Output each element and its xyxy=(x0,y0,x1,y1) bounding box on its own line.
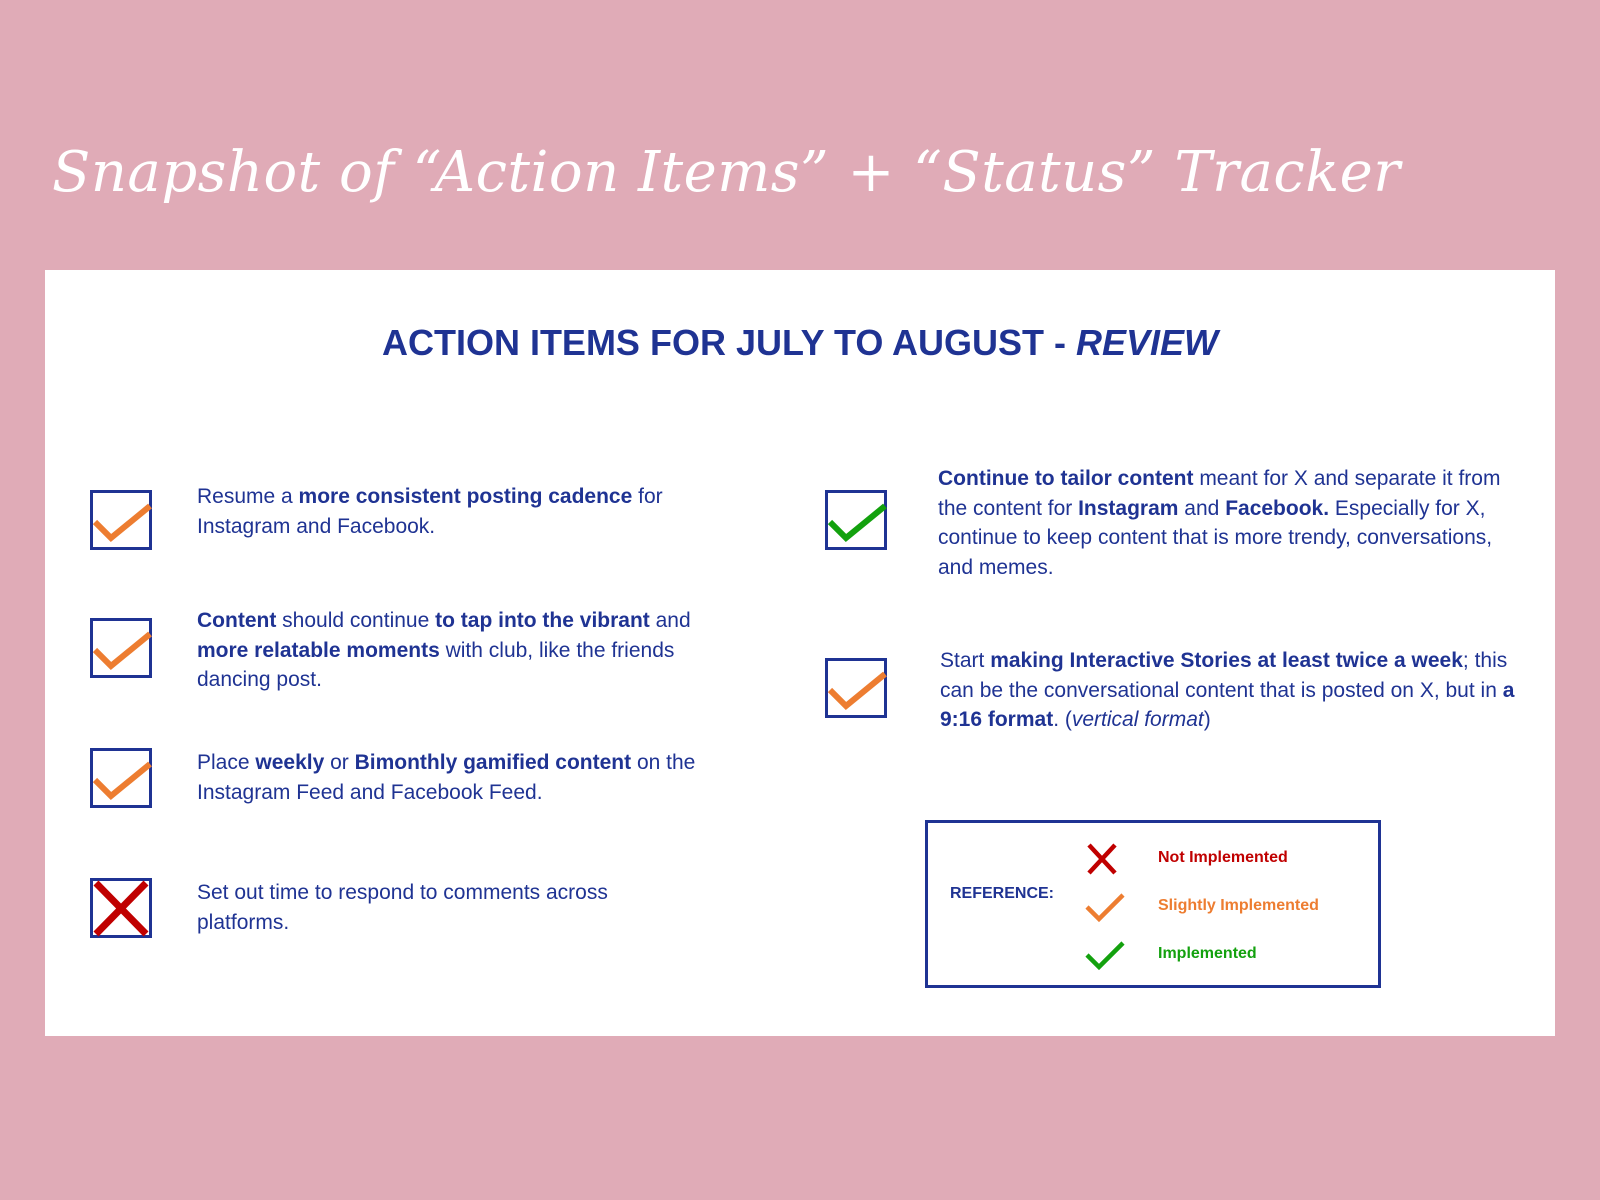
emphasis-text: Facebook. xyxy=(1225,496,1330,520)
slide-title: Snapshot of “Action Items” + “Status” Tracker xyxy=(52,140,1401,205)
action-item-text xyxy=(938,464,1508,582)
check-mark-icon xyxy=(825,490,891,550)
x-mark-icon xyxy=(1083,841,1123,877)
check-mark-icon xyxy=(90,490,156,550)
status-checkbox xyxy=(90,490,152,550)
status-checkbox xyxy=(90,878,152,938)
text-segment: . ( xyxy=(1053,708,1072,731)
action-item-text xyxy=(197,482,687,541)
status-checkbox xyxy=(90,748,152,808)
x-mark-icon xyxy=(90,878,152,938)
text-segment: should continue xyxy=(276,609,436,632)
legend-text: Slightly Implemented xyxy=(1158,897,1319,914)
text-segment: for Instagram and Facebook. xyxy=(197,485,663,538)
emphasis-text: making Interactive Stories at least twice a week xyxy=(990,649,1463,672)
legend-box xyxy=(925,820,1381,988)
text-segment: and xyxy=(649,609,691,632)
status-checkbox xyxy=(825,490,887,550)
emphasis-text: to tap into the vibrant xyxy=(435,609,650,632)
card-title-emphasis: REVIEW xyxy=(1076,322,1219,363)
text-segment: ; this can be the conversational content that is posted on X, but in xyxy=(940,649,1508,702)
check-mark-icon xyxy=(90,618,156,678)
emphasis-text: a 9:16 format xyxy=(940,678,1515,731)
legend-text: Implemented xyxy=(1158,945,1257,962)
text-segment: Resume a xyxy=(197,485,299,508)
action-item-text xyxy=(197,878,667,937)
text-segment: meant for X and separate it from the content for xyxy=(938,467,1501,520)
text-segment: Place xyxy=(197,751,256,774)
card-title xyxy=(45,322,1555,364)
text-segment: on the Instagram Feed and Facebook Feed. xyxy=(197,751,696,804)
action-item-text xyxy=(197,748,727,807)
emphasis-text: Bimonthly gamified content xyxy=(354,751,632,774)
text-segment: Especially for X, continue to keep content that is more trendy, conversations, and memes. xyxy=(938,496,1493,579)
check-mark-icon xyxy=(1083,889,1127,925)
action-item-text xyxy=(197,606,727,695)
check-mark-icon xyxy=(825,658,891,718)
text-segment: and xyxy=(1178,496,1226,520)
text-segment: vertical format xyxy=(1071,708,1204,731)
emphasis-text: Continue to tailor content xyxy=(938,467,1194,490)
emphasis-text: more consistent posting cadence xyxy=(298,485,633,508)
check-mark-icon xyxy=(90,748,156,808)
emphasis-text: more relatable moments xyxy=(197,638,440,662)
text-segment: with club, like the friends dancing post. xyxy=(197,638,675,691)
status-checkbox xyxy=(90,618,152,678)
legend-label: REFERENCE: xyxy=(950,885,1055,902)
emphasis-text: Content xyxy=(197,609,277,632)
action-items-card xyxy=(45,270,1555,1036)
text-segment: Set out time to respond to comments across platforms. xyxy=(197,881,608,934)
check-mark-icon xyxy=(1083,937,1127,973)
emphasis-text: weekly xyxy=(255,751,325,774)
card-title-text: ACTION ITEMS FOR JULY TO AUGUST - xyxy=(381,322,1077,363)
text-segment: or xyxy=(324,751,355,774)
status-checkbox xyxy=(825,658,887,718)
emphasis-text: Instagram xyxy=(1078,496,1179,520)
text-segment: Start xyxy=(940,649,991,672)
legend-text: Not Implemented xyxy=(1158,849,1288,866)
text-segment: ) xyxy=(1203,708,1211,731)
action-item-text xyxy=(940,646,1520,735)
